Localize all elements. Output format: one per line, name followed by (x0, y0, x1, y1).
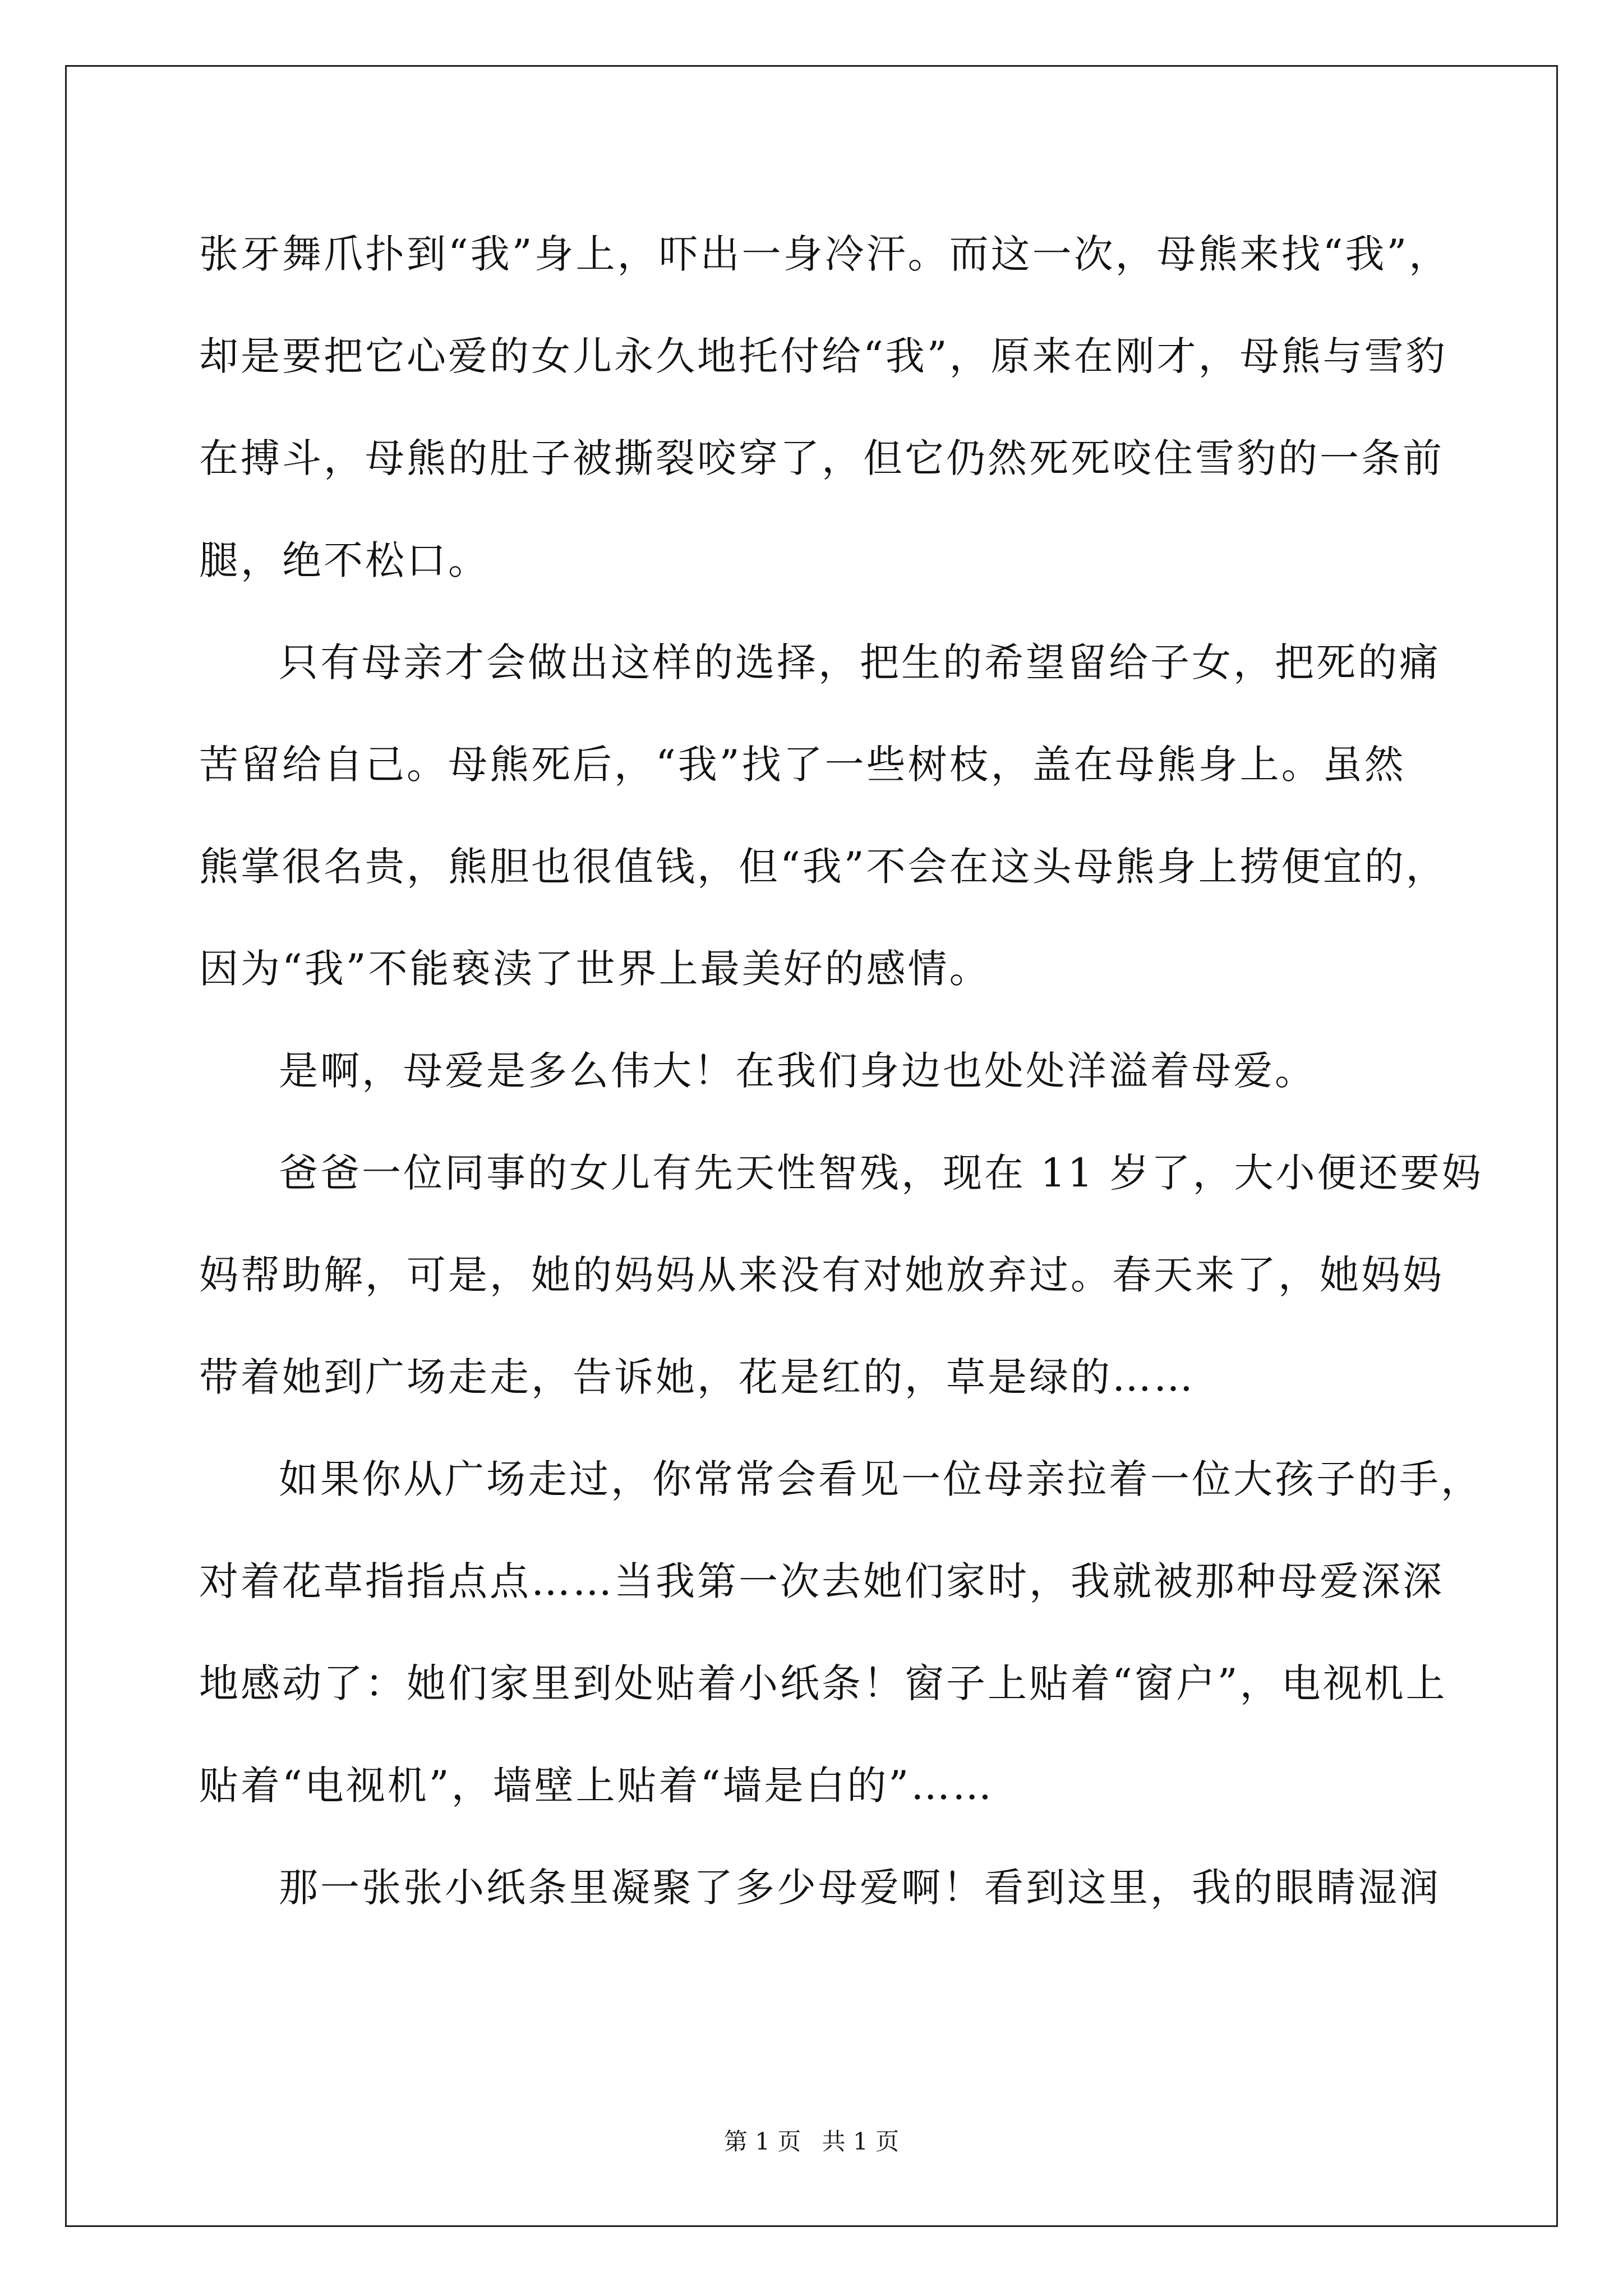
page-footer (0, 2123, 1623, 2157)
page-number: 第 1 页 (723, 2128, 801, 2155)
text-line: 只有母亲才会做出这样的选择，把生的希望留给子女，把死的痛 (279, 639, 1441, 685)
text-line: 带着她到广场走走，告诉她，花是红的，草是绿的…… (199, 1354, 1195, 1400)
text-line: 却是要把它心爱的女儿永久地托付给“我”，原来在刚才，母熊与雪豹 (199, 333, 1447, 379)
text-line: 那一张张小纸条里凝聚了多少母爱啊！看到这里，我的眼睛湿润 (279, 1865, 1441, 1911)
text-line: 爸爸一位同事的女儿有先天性智残，现在 11 岁了，大小便还要妈 (279, 1150, 1483, 1196)
text-line: 贴着“电视机”，墙壁上贴着“墙是白的”…… (199, 1763, 994, 1809)
text-line: 如果你从广场走过，你常常会看见一位母亲拉着一位大孩子的手， (279, 1456, 1482, 1502)
text-line: 熊掌很名贵，熊胆也很值钱，但“我”不会在这头母熊身上捞便宜的， (199, 844, 1447, 890)
text-line: 腿，绝不松口。 (199, 537, 490, 583)
text-line: 地感动了：她们家里到处贴着小纸条！窗子上贴着“窗户”，电视机上 (199, 1660, 1447, 1706)
text-line: 是啊，母爱是多么伟大！在我们身边也处处洋溢着母爱。 (279, 1048, 1316, 1094)
text-line: 因为“我”不能亵渎了世界上最美好的感情。 (199, 946, 991, 992)
text-line: 苦留给自己。母熊死后，“我”找了一些树枝，盖在母熊身上。虽然 (199, 742, 1406, 788)
text-line: 在搏斗，母熊的肚子被撕裂咬穿了，但它仍然死死咬住雪豹的一条前 (199, 435, 1444, 481)
text-line: 妈帮助解，可是，她的妈妈从来没有对她放弃过。春天来了，她妈妈 (199, 1252, 1444, 1298)
document-body (199, 203, 1483, 1939)
page-total: 共 1 页 (822, 2128, 900, 2155)
text-line: 张牙舞爪扑到“我”身上，吓出一身冷汗。而这一次，母熊来找“我”， (199, 231, 1451, 277)
text-line: 对着花草指指点点……当我第一次去她们家时，我就被那种母爱深深 (199, 1558, 1444, 1604)
